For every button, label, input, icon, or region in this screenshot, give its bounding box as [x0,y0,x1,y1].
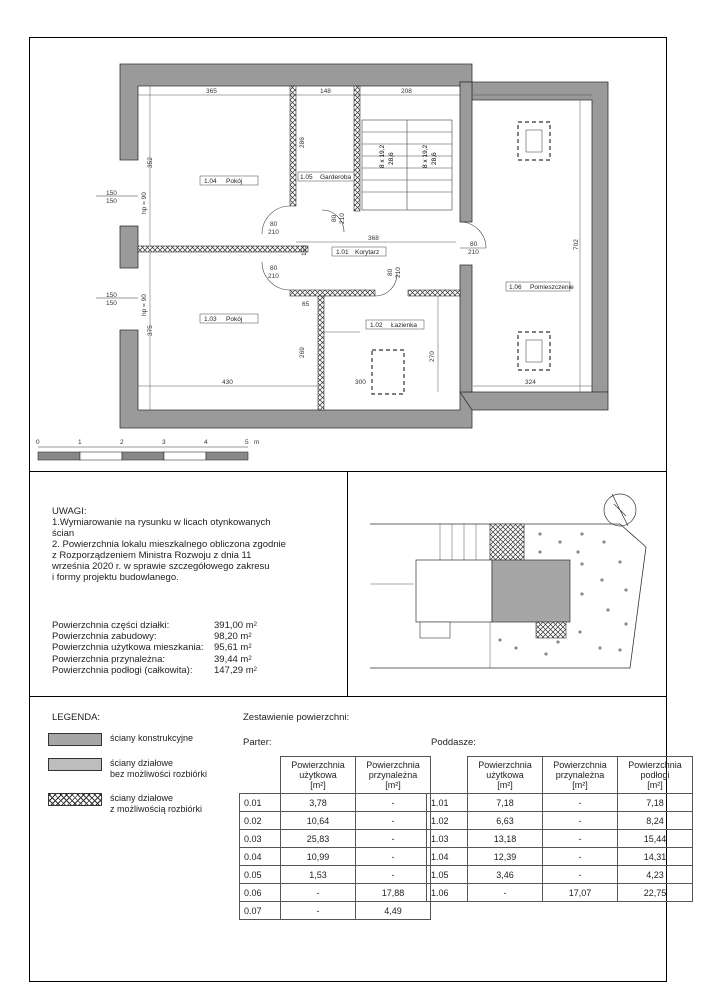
notes-line: ścian [52,528,75,539]
north-arrow-icon [604,494,636,526]
area-summary [52,620,257,676]
value-cell: - [356,830,431,848]
dim-300: 300 [355,379,366,386]
neighbor-building [416,560,492,622]
value-cell: 7,18 [468,794,543,812]
table-row [427,866,693,884]
door-1-w: 80 [270,221,278,228]
room-1-06-name: Pomieszczenie [530,284,574,291]
table-row [427,830,693,848]
room-id-cell: 0.04 [240,848,281,866]
value-cell: 14,31 [618,848,693,866]
area-row [52,665,257,676]
value-cell: - [356,794,431,812]
col-header: Powierzchnia podłogi [m²] [618,757,693,794]
table-row [240,812,431,830]
room-id-cell: 0.06 [240,884,281,902]
dim-324: 324 [525,379,536,386]
door-3-w: 80 [331,214,338,222]
scale-0: 0 [36,439,40,446]
notes-line: 2. Powierzchnia lokalu mieszkalnego obliczona zgodnie [52,539,286,550]
legend-label-2: bez możliwości rozbiórki [110,768,208,779]
col-header: Powierzchnia przynależna [m²] [543,757,618,794]
stair-label-3: 8 x 19,2 [422,144,429,168]
dim-365: 365 [206,88,217,95]
door-3-h: 210 [339,213,346,224]
legend-label: ściany działowe [110,793,174,803]
area-row [52,620,257,631]
legend-item-partition-fixed [48,758,207,779]
dim-702: 702 [573,239,580,250]
table-row [427,812,693,830]
value-cell: 12,39 [468,848,543,866]
legend-item-partition-removable [48,793,202,814]
dim-153: 153 [301,245,308,256]
value-cell: - [356,812,431,830]
door-1-h: 210 [268,229,279,236]
value-cell: 10,64 [281,812,356,830]
room-1-01-name: Korytarz [355,249,380,256]
room-id-cell: 0.07 [240,902,281,920]
value-cell: - [543,830,618,848]
notes-block [52,506,292,583]
value-cell: 13,18 [468,830,543,848]
room-1-01-id: 1.01 [336,249,349,256]
dimension-labels [106,88,580,386]
sheet-divider-2 [29,696,667,697]
door-4-w: 80 [387,268,394,276]
terrace-hatched [536,622,566,638]
door-4-h: 210 [395,267,402,278]
scale-unit: m [254,439,260,446]
area-unit-sup: 2 [253,666,257,673]
area-label: Powierzchnia części działki: [52,620,170,631]
room-1-03-id: 1.03 [204,316,217,323]
partition-walls-hatched [138,86,460,410]
room-id-cell: 1.06 [427,884,468,902]
room-id-cell: 0.05 [240,866,281,884]
room-1-03-name: Pokój [226,316,243,323]
value-cell: 22,75 [618,884,693,902]
value-cell: 7,18 [618,794,693,812]
legend-item-structural [48,733,193,746]
dim-65: 65 [302,301,310,308]
poddasze-table [426,756,693,902]
table-row [427,848,693,866]
value-cell: - [543,794,618,812]
floor-plan [0,0,701,470]
dim-208: 208 [401,88,412,95]
value-cell: 6,63 [468,812,543,830]
scale-bar [36,439,259,460]
room-id-cell: 1.05 [427,866,468,884]
notes-line: z Rozporządzeniem Ministra Rozwoju z dnia 11 [52,550,252,561]
col-header: Powierzchnia przynależna [m²] [356,757,431,794]
value-cell: 17,07 [543,884,618,902]
staircase [362,120,452,210]
room-1-05-id: 1.05 [300,174,313,181]
table-row [240,866,431,884]
area-value: 391,00 m [214,620,254,631]
window-2-hp: hp = 90 [141,294,148,316]
col-header: Powierzchnia użytkowa [m²] [281,757,356,794]
value-cell: - [281,884,356,902]
room-1-02-id: 1.02 [370,322,383,329]
dim-430: 430 [222,379,233,386]
parter-label: Parter: [243,737,272,748]
area-value: 98,20 m [214,631,249,643]
room-id-cell: 0.03 [240,830,281,848]
value-cell: 3,78 [281,794,356,812]
poddasze-label: Poddasze: [431,737,476,748]
door-5-h: 210 [468,249,479,256]
notes-title: UWAGI: [52,506,87,517]
room-id-cell: 1.01 [427,794,468,812]
scale-4: 4 [204,439,208,446]
area-unit-sup: 2 [253,622,257,628]
terrace [420,622,450,638]
area-label: Powierzchnia przynależna: [52,653,166,665]
notes-line: i formy projektu budowlanego. [52,572,179,583]
room-1-04-id: 1.04 [204,178,217,185]
area-value: 95,61 m [214,642,249,654]
legend-swatch-hatched [48,793,102,806]
value-cell: - [543,866,618,884]
scale-3: 3 [162,439,166,446]
scale-2: 2 [120,439,124,446]
value-cell: 10,99 [281,848,356,866]
dim-148: 148 [320,88,331,95]
scale-1: 1 [78,439,82,446]
room-1-02-name: Łazienka [391,322,418,329]
neighbor-hatched [490,524,524,560]
dim-270: 270 [429,351,436,362]
legend-swatch [48,758,102,771]
area-label: Powierzchnia zabudowy: [52,631,157,643]
value-cell: 15,44 [618,830,693,848]
dim-286: 286 [299,137,306,148]
table-row [240,794,431,812]
value-cell: 4,49 [356,902,431,920]
room-id-cell: 0.02 [240,812,281,830]
notes-line: 1.Wymiarowanie na rysunku w licach otynkowanych [52,517,271,528]
window-2-a: 150 [106,292,117,299]
table-row [427,884,693,902]
dim-375: 375 [147,325,154,336]
window-1-hp: hp = 90 [141,192,148,214]
door-2-h: 210 [268,273,279,280]
value-cell: - [281,902,356,920]
subject-building [492,560,570,622]
value-cell: 8,24 [618,812,693,830]
area-value: 39,44 m [214,653,249,665]
skylight-inner [526,130,542,362]
col-header: Powierzchnia użytkowa [m²] [468,757,543,794]
site-plan [348,472,666,695]
area-row [52,631,257,642]
notes-line: września 2020 r. w sprawie szczegółowego zakresu [52,561,270,572]
area-unit-sup: 2 [248,633,252,640]
room-1-05-name: Garderoba [320,174,352,181]
window-1-b: 150 [106,198,117,205]
value-cell: - [468,884,543,902]
stair-label-2: 28,6 [388,152,395,165]
dim-368: 368 [368,235,379,242]
door-5-w: 80 [470,241,478,248]
dim-352: 352 [147,157,154,168]
legend-label-2: z możliwością rozbiórki [110,803,203,814]
value-cell: 3,46 [468,866,543,884]
room-1-04-name: Pokój [226,178,243,185]
table-row [240,830,431,848]
parter-table [239,756,431,920]
room-id-cell: 0.01 [240,794,281,812]
room-id-cell: 1.03 [427,830,468,848]
value-cell: 25,83 [281,830,356,848]
table-row [240,848,431,866]
value-cell: - [356,866,431,884]
area-row [52,654,257,665]
area-row [52,642,257,653]
scale-5: 5 [245,439,249,446]
table-row [240,884,431,902]
window-1-a: 150 [106,190,117,197]
legend-label: ściany konstrukcyjne [110,733,194,743]
value-cell: 17,88 [356,884,431,902]
room-id-cell: 1.04 [427,848,468,866]
table-row [427,794,693,812]
value-cell: 4,23 [618,866,693,884]
area-label: Powierzchnia użytkowa mieszkania: [52,642,204,654]
stair-label-1: 8 x 19,2 [379,144,386,168]
summary-title: Zestawienie powierzchni: [243,712,350,723]
dim-269: 269 [299,347,306,358]
area-label: Powierzchnia podłogi (całkowita): [52,664,193,676]
legend-title: LEGENDA: [52,712,101,723]
legend-label: ściany działowe [110,758,174,768]
room-1-06-id: 1.06 [509,284,522,291]
area-unit-sup: 2 [248,644,252,651]
door-2-w: 80 [270,265,278,272]
area-value: 147,29 m [214,664,254,676]
area-unit-sup: 2 [248,655,252,662]
table-row [240,902,431,920]
value-cell: - [356,848,431,866]
value-cell: 1,53 [281,866,356,884]
stair-label-4: 28,6 [431,152,438,165]
value-cell: - [543,812,618,830]
window-2-b: 150 [106,300,117,307]
room-id-cell: 1.02 [427,812,468,830]
value-cell: - [543,848,618,866]
legend-swatch [48,733,102,746]
